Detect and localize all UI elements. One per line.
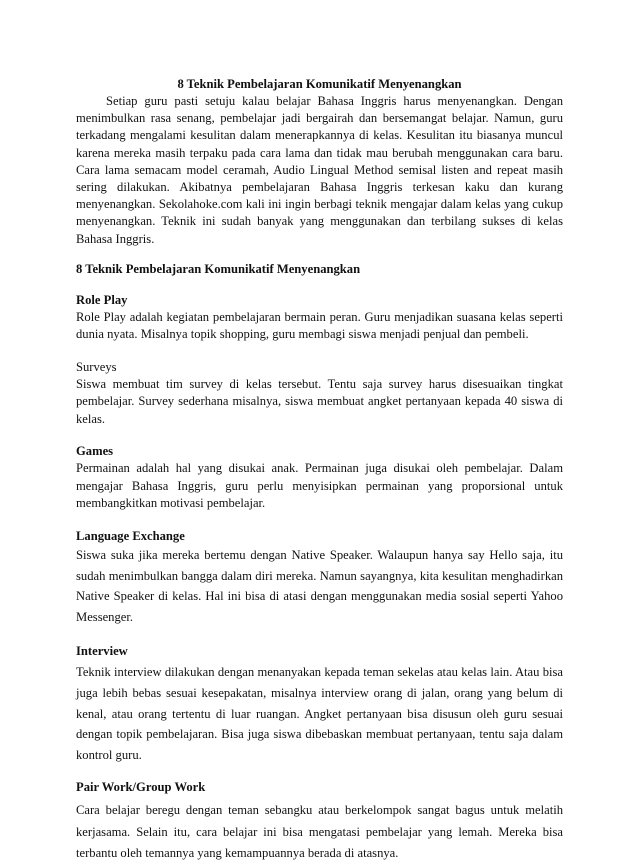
heading-role-play: Role Play [76,292,128,307]
body-language-exchange: Siswa suka jika mereka bertemu dengan Native Speaker. Walaupun hanya say Hello saja, itu sudah menimbulkan bangga dalam diri mereka. Namun sayangnya, kita kesulitan menghadirkan Native Speaker di kelas. Hal ini bisa di atasi dengan menggunakan media sosial seperti Yahoo Messenger. [76,547,563,625]
heading-language-exchange: Language Exchange [76,528,185,543]
body-role-play: Role Play adalah kegiatan pembelajaran bermain peran. Guru menjadikan suasana kelas seperti dunia nyata. Misalnya topik shopping, guru membagi siswa menjadi penjual dan pembeli. [76,309,563,342]
heading-games: Games [76,444,114,459]
body-pair-group-work: Cara belajar beregu dengan teman sebangku atau berkelompok sangat bagus untuk melatih kerjasama. Selain itu, cara belajar ini bisa mengatasi pembelajar yang lemah. Mereka bisa terbantu oleh temannya yang kemampuannya berada di atasnya. [76,803,563,860]
heading-interview: Interview [76,644,128,659]
body-interview: Teknik interview dilakukan dengan menanyakan kepada teman sekelas atau kelas lain. Atau bisa juga lebih bebas sesuai kesepakatan, misalnya interview orang di jalan, orang yang belum di kenal, atau orang tertentu di luar ruangan. Angket pertanyaan bisa disusun oleh guru sesuai dengan topik pembelajaran. Bisa juga siswa dibebaskan membuat pertanyaan, tentu saja dalam kontrol guru. [76,665,563,763]
body-games: Permainan adalah hal yang disukai anak. Permainan juga disukai oleh pembelajar. Dalam mengajar Bahasa Inggris, guru perlu menyisipkan permainan yang proporsional untuk membangkitkan motivasi pembelajar. [76,461,563,511]
section-subtitle: 8 Teknik Pembelajaran Komunikatif Menyenangkan [76,261,361,276]
body-surveys: Siswa membuat tim survey di kelas tersebut. Tentu saja survey harus disesuaikan tingkat pembelajar. Survey sederhana misalnya, siswa membuat angket pertanyaan kepada 40 siswa di kelas. [76,376,563,426]
document-title: 8 Teknik Pembelajaran Komunikatif Menyenangkan [177,77,462,91]
heading-pair-group-work: Pair Work/Group Work [76,780,206,794]
heading-surveys: Surveys [76,359,117,374]
intro-paragraph: Setiap guru pasti setuju kalau belajar Bahasa Inggris harus menyenangkan. Dengan menimbulkan rasa senang, pembelajar jadi bergairah dan bersemangat belajar. Namun, guru terkadang mengalami kesulitan dalam menerapkannya di kelas. Kesulitan itu biasanya muncul karena mereka masih terpaku pada cara lama dan tidak mau berubah menggunakan cara baru. Cara lama semacam model ceramah, Audio Lingual Method semisal listen and repeat masih sering dilakukan. Akibatnya pembelajaran Bahasa Inggris terkesan kaku dan kurang menyenangkan. Sekolahoke.com kali ini ingin berbagi teknik mengajar dalam kelas yang cukup menyenangkan. Teknik ini sudah banyak yang menggunakan dan terbilang sukses di kelas Bahasa Inggris. [76,94,563,246]
